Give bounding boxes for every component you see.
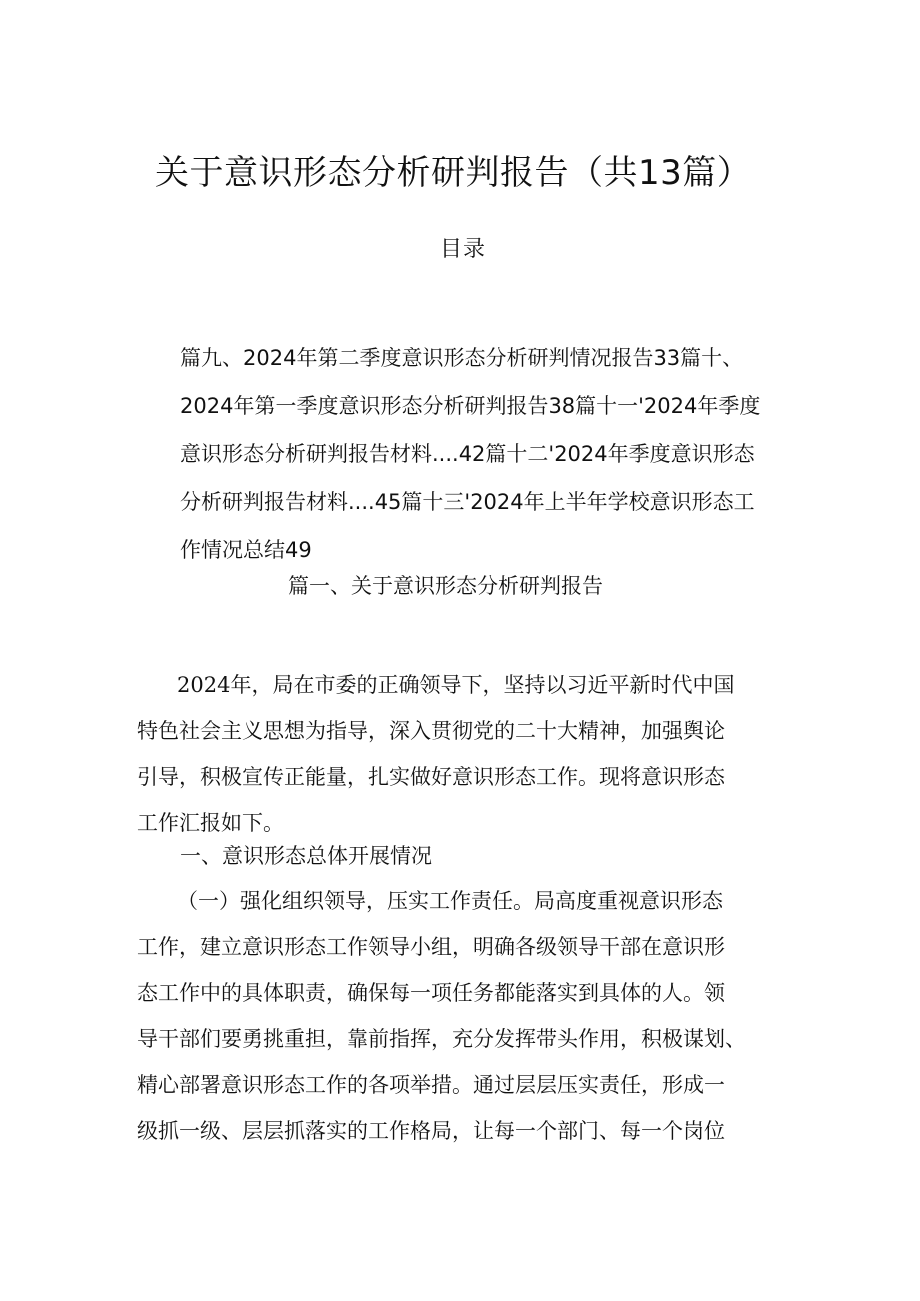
paragraph-intro [137, 662, 797, 846]
document-title: 关于意识形态分析研判报告（共13篇） [155, 153, 752, 193]
toc-line: 作情况总结49 [180, 538, 312, 562]
paragraph-organization [137, 878, 797, 1154]
section-title: 篇一、关于意识形态分析研判报告 [288, 574, 603, 598]
toc-line: 分析研判报告材料....45篇十三'2024年上半年学校意识形态工 [180, 490, 755, 514]
paragraph-line: 2024年，局在市委的正确领导下，坚持以习近平新时代中国 [137, 673, 735, 697]
subheading: 一、意识形态总体开展情况 [180, 844, 432, 868]
toc-line: 意识形态分析研判报告材料....42篇十二'2024年季度意识形态 [180, 442, 755, 466]
paragraph-line: 引导，积极宣传正能量，扎实做好意识形态工作。现将意识形态 [137, 765, 725, 789]
toc-line: 篇九、2024年第二季度意识形态分析研判情况报告33篇十、 [180, 346, 744, 370]
paragraph-line: 特色社会主义思想为指导，深入贯彻党的二十大精神，加强舆论 [137, 719, 725, 743]
paragraph-line: （一）强化组织领导，压实工作责任。局高度重视意识形态 [137, 889, 724, 913]
paragraph-line: 工作，建立意识形态工作领导小组，明确各级领导干部在意识形 [137, 935, 725, 959]
paragraph-line: 工作汇报如下。 [137, 811, 284, 835]
toc-heading: 目录 [440, 237, 487, 262]
paragraph-line: 级抓一级、层层抓落实的工作格局，让每一个部门、每一个岗位 [137, 1119, 725, 1143]
table-of-contents [180, 334, 800, 574]
paragraph-line: 态工作中的具体职责，确保每一项任务都能落实到具体的人。领 [137, 981, 725, 1005]
paragraph-line: 精心部署意识形态工作的各项举措。通过层层压实责任，形成一 [137, 1073, 725, 1097]
toc-line: 2024年第一季度意识形态分析研判报告38篇十一'2024年季度 [180, 394, 761, 418]
paragraph-line: 导干部们要勇挑重担，靠前指挥，充分发挥带头作用，积极谋划、 [137, 1027, 746, 1051]
